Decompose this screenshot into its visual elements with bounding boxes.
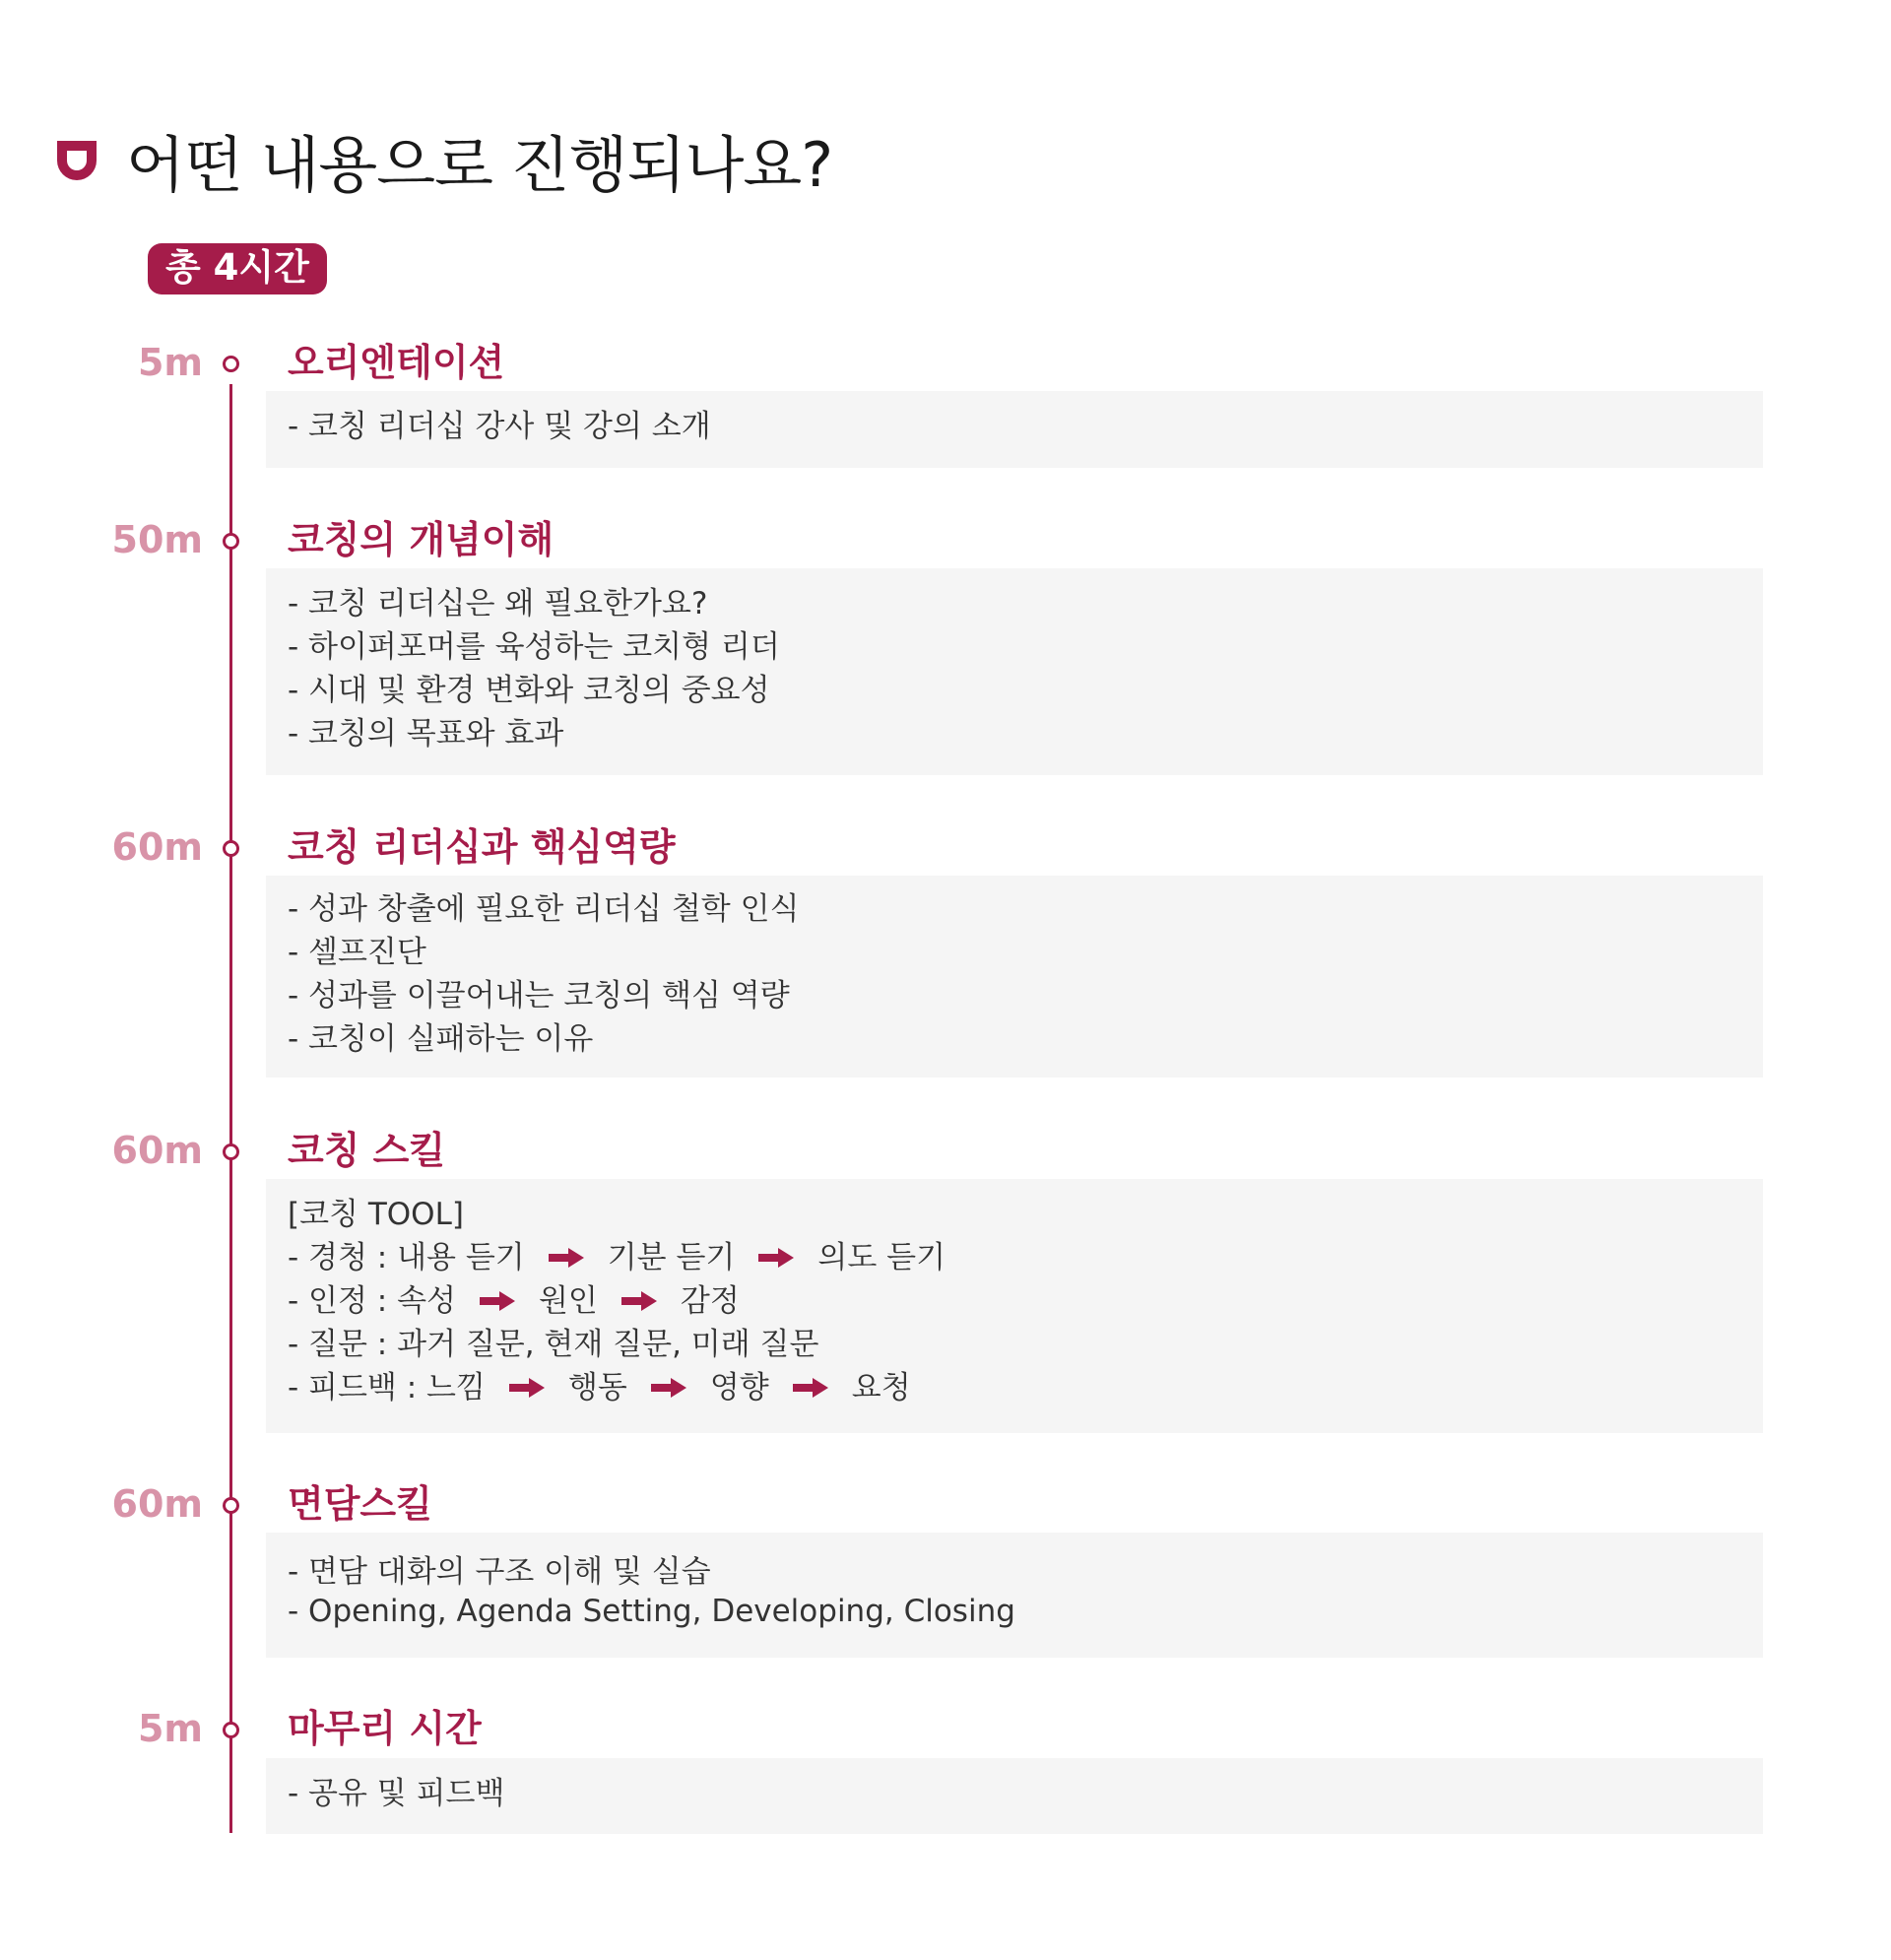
session-details [266, 876, 1763, 1078]
timeline-dot [223, 356, 239, 372]
session-title: 코칭 스킬 [288, 1129, 446, 1172]
right-arrow-icon [507, 1377, 547, 1399]
flow-step: 의도 듣기 [817, 1240, 946, 1275]
right-arrow-icon [619, 1290, 659, 1312]
detail-line: - 성과 창출에 필요한 리더십 철학 인식 [288, 891, 800, 927]
flow-label: - 피드백 : 느낌 [288, 1370, 486, 1405]
page-header [49, 116, 832, 204]
flow-line-feedback [288, 1366, 1763, 1409]
detail-line: - 성과를 이끌어내는 코칭의 핵심 역량 [288, 978, 790, 1013]
session-duration: 5m [137, 1707, 203, 1750]
flow-line-question [288, 1323, 1763, 1366]
session-duration: 60m [111, 825, 203, 869]
session-duration: 60m [111, 1482, 203, 1526]
flow-label: - 인정 : 속성 [288, 1283, 456, 1319]
detail-line: - Opening, Agenda Setting, Developing, Closing [288, 1594, 1015, 1629]
session-details [266, 1179, 1763, 1433]
flow-line-listening [288, 1236, 1763, 1279]
flow-step: 행동 [567, 1370, 627, 1405]
flow-label: - 경청 : 내용 듣기 [288, 1240, 525, 1275]
flow-step: 감정 [680, 1283, 740, 1319]
session-title: 마무리 시간 [288, 1707, 482, 1750]
detail-line-intro: [코칭 TOOL] [288, 1197, 464, 1232]
timeline-dot [223, 840, 239, 857]
detail-line: - 공유 및 피드백 [288, 1776, 505, 1811]
session-details [266, 1758, 1763, 1834]
session-details [266, 391, 1763, 468]
session-title: 코칭 리더십과 핵심역량 [288, 825, 676, 869]
right-arrow-icon [478, 1290, 517, 1312]
flow-step: 요청 [851, 1370, 911, 1405]
session-details [266, 1533, 1763, 1658]
flow-step: 원인 [538, 1283, 598, 1319]
detail-line: - 셀프진단 [288, 935, 426, 970]
flow-line-recognition [288, 1279, 1763, 1323]
detail-line: - 면담 대화의 구조 이해 및 실습 [288, 1554, 711, 1590]
page-title: 어떤 내용으로 진행되나요? [126, 129, 833, 201]
detail-line: - 코칭의 목표와 효과 [288, 716, 564, 751]
right-arrow-icon [649, 1377, 688, 1399]
session-duration: 60m [111, 1129, 203, 1172]
right-arrow-icon [791, 1377, 830, 1399]
session-duration: 50m [111, 518, 203, 561]
session-title: 면담스킬 [288, 1482, 432, 1526]
right-arrow-icon [547, 1247, 586, 1269]
total-duration-badge: 총 4시간 [148, 243, 327, 294]
session-title: 코칭의 개념이해 [288, 518, 554, 561]
detail-line: - 코칭 리더십 강사 및 강의 소개 [288, 409, 711, 444]
detail-line: - 코칭 리더십은 왜 필요한가요? [288, 586, 708, 621]
detail-line: - 시대 및 환경 변화와 코칭의 중요성 [288, 673, 770, 708]
timeline-dot [223, 1143, 239, 1160]
timeline-dot [223, 1722, 239, 1738]
session-title: 오리엔테이션 [288, 341, 505, 384]
flow-step: 영향 [709, 1370, 769, 1405]
session-duration: 5m [137, 341, 203, 384]
right-arrow-icon [756, 1247, 796, 1269]
timeline-dot [223, 1497, 239, 1514]
timeline-line [229, 384, 232, 1833]
timeline-dot [223, 533, 239, 550]
session-details [266, 568, 1763, 775]
detail-line: - 하이퍼포머를 육성하는 코치형 리더 [288, 629, 780, 665]
detail-line: - 코칭이 실패하는 이유 [288, 1021, 594, 1057]
brand-logo-icon [49, 133, 104, 188]
flow-label: - 질문 : 과거 질문, 현재 질문, 미래 질문 [288, 1327, 819, 1362]
flow-step: 기분 듣기 [607, 1240, 736, 1275]
